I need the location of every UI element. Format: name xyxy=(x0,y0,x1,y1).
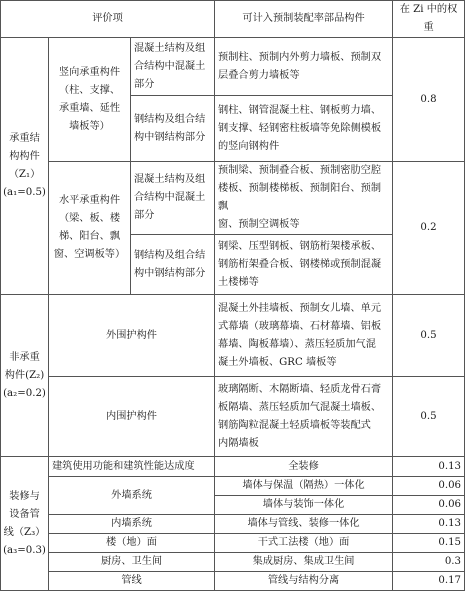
weight-value: 0.13 xyxy=(393,515,465,534)
weight-value: 0.5 xyxy=(393,377,465,457)
table-row xyxy=(1,377,465,457)
component-list: 墙体与管线、装修一体化 xyxy=(215,515,393,534)
row-label: 内围护构件 xyxy=(49,377,215,457)
row-label: 建筑使用功能和建筑性能达成度 xyxy=(49,457,215,477)
component-list: 墙体与保温（隔热）一体化 xyxy=(215,477,393,496)
header-item: 评价项 xyxy=(1,1,215,38)
structure-type: 混凝土结构及组 合结构中混凝土 部分 xyxy=(131,38,215,96)
weight-value: 0.3 xyxy=(393,553,465,572)
structure-type: 钢结构及组合结 构中钢结构部分 xyxy=(131,235,215,295)
row-label: 厨房、卫生间 xyxy=(49,553,215,572)
component-list: 墙体与装饰一体化 xyxy=(215,496,393,515)
group-label-vertical: 竖向承重构件 （柱、支撑、 承重墙、延性 墙板等） xyxy=(49,38,131,162)
component-list: 钢柱、钢管混凝土柱、钢板剪力墙、 钢支撑、轻钢密柱板墙等免除侧模板 的竖向钢构件 xyxy=(215,96,393,162)
component-list: 混凝土外挂墙板、预制女儿墙、单元 式幕墙（玻璃幕墙、石材幕墙、铝板 幕墙、陶板幕墙）、蒸压轻质加气混 凝土外墙板、GRC 墙板等 xyxy=(215,295,393,377)
row-label: 外墙系统 xyxy=(49,477,215,515)
component-list: 集成厨房、集成卫生间 xyxy=(215,553,393,572)
weight-value: 0.15 xyxy=(393,534,465,553)
table-row xyxy=(1,572,465,591)
component-list: 预制柱、预制内外剪力墙板、预制双 层叠合剪力墙板等 xyxy=(215,38,393,96)
header-row xyxy=(1,1,465,38)
table-row xyxy=(1,553,465,572)
section-label-z1: 承重结 构构件 （Z₁） (a₁=0.5) xyxy=(1,38,49,295)
component-list: 全装修 xyxy=(215,457,393,477)
table-row xyxy=(1,295,465,377)
component-list: 预制梁、预制叠合板、预制密肋空腔 楼板、预制楼梯板、预制阳台、预制飘 窗、预制空调板等 xyxy=(215,162,393,235)
weight-value: 0.17 xyxy=(393,572,465,591)
weight-value: 0.13 xyxy=(393,457,465,477)
table-row xyxy=(1,162,465,235)
table-row xyxy=(1,534,465,553)
table-row xyxy=(1,477,465,496)
table-row xyxy=(1,457,465,477)
header-components: 可计入预制装配率部品构件 xyxy=(215,1,393,38)
group-label-horizontal: 水平承重构件 （梁、板、楼 梯、阳台、飘 窗、空调板等） xyxy=(49,162,131,295)
structure-type: 混凝土结构及组 合结构中混凝土 部分 xyxy=(131,162,215,235)
structure-type: 钢结构及组合结 构中钢结构部分 xyxy=(131,96,215,162)
row-label: 外围护构件 xyxy=(49,295,215,377)
weight-value: 0.2 xyxy=(393,162,465,295)
table-row xyxy=(1,38,465,96)
header-weight: 在 Zi 中的权重 xyxy=(393,1,465,38)
component-list: 玻璃隔断、木隔断墙、轻质龙骨石膏 板隔墙、蒸压轻质加气混凝土墙板、 钢筋陶粒混凝土轻质墙板等装配式 内隔墙板 xyxy=(215,377,393,457)
weight-value: 0.06 xyxy=(393,477,465,496)
weight-value: 0.8 xyxy=(393,38,465,162)
row-label: 楼（地）面 xyxy=(49,534,215,553)
row-label: 内墙系统 xyxy=(49,515,215,534)
section-label-z3: 装修与 设备管 线（Z₃） (a₃=0.3) xyxy=(1,457,49,591)
component-list: 干式工法楼（地）面 xyxy=(215,534,393,553)
component-list: 管线与结构分离 xyxy=(215,572,393,591)
component-list: 钢梁、压型钢板、钢筋桁架楼承板、 钢筋桁架叠合板、钢楼梯或预制混凝 土楼梯等 xyxy=(215,235,393,295)
table-row xyxy=(1,515,465,534)
section-label-z2: 非承重 构件(Z₂) (a₂=0.2) xyxy=(1,295,49,457)
row-label: 管线 xyxy=(49,572,215,591)
weight-value: 0.5 xyxy=(393,295,465,377)
weight-value: 0.06 xyxy=(393,496,465,515)
